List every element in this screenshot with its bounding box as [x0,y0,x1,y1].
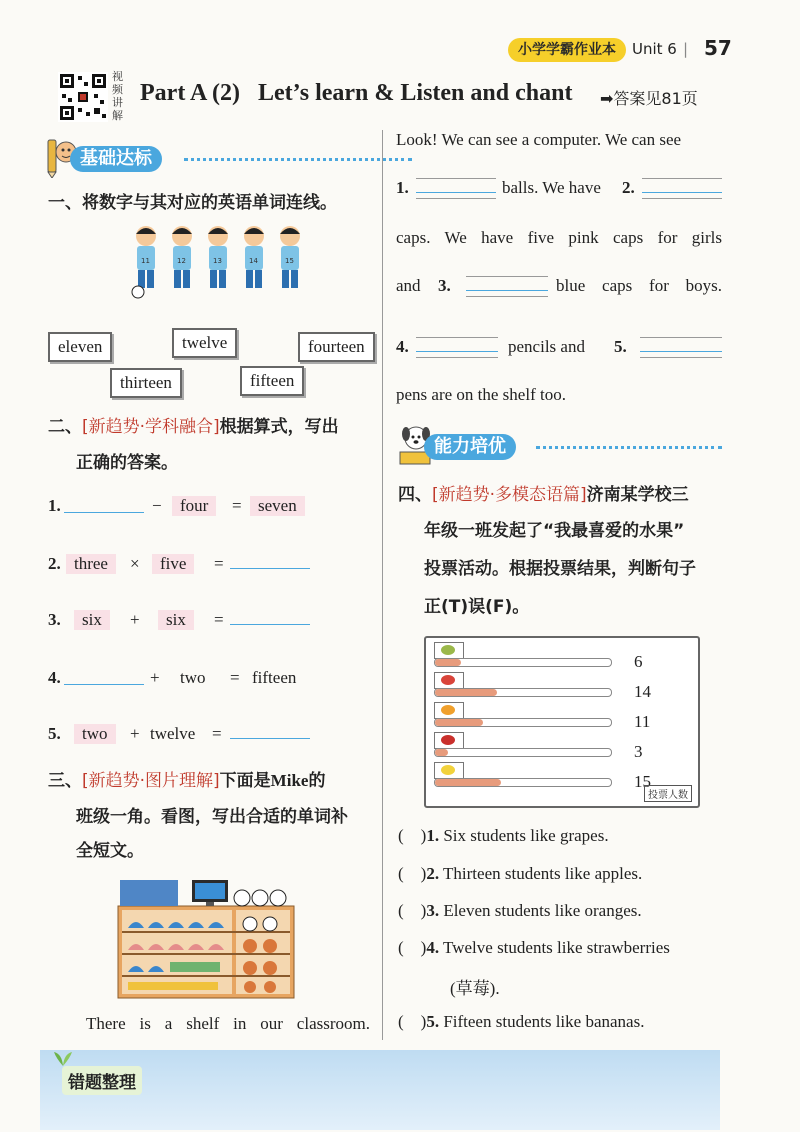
q2-row4-c: fifteen [252,668,297,687]
word-box-fourteen[interactable]: fourteen [298,332,375,362]
q2-row5-b: twelve [150,724,196,743]
unit-label: Unit 6 [632,40,677,58]
q4-prefix: 四、 [398,485,432,505]
q4-heading [398,480,728,510]
fill-blank-1[interactable] [416,192,496,193]
q2-row2-eq: = [214,554,224,573]
word-box-thirteen[interactable]: thirteen [110,368,182,398]
q2-row2-b: five [152,554,194,574]
q2-tag: [新趋势·学科融合] [82,417,220,437]
section-banner-ability [398,430,728,464]
q3-heading-line2: 班级一角。看图，写出合适的单词补 [76,807,348,827]
q3-line4a: and [396,276,421,295]
q2-heading-rest: 根据算式，写出 [219,417,339,437]
q2-row3-b: six [158,610,194,630]
q2-row1-c: seven [250,496,305,516]
soccer-kids-illustration [128,224,308,300]
q4-heading-rest: 济南某学校三 [586,485,689,505]
q3-blank2-num: 2. [622,178,635,197]
q2-row2-num: 2. [48,554,61,573]
q3-line3: caps. We have five pink caps for girls [396,228,722,247]
jersey-15: 15 [285,257,294,265]
q2-row4-eq: = [230,668,240,687]
statement-5[interactable]: ( )5. Fifteen students like bananas. [398,1012,645,1031]
qr-code-icon[interactable] [58,72,108,122]
bar-bananas [435,779,501,786]
q3-tag: [新趋势·图片理解] [82,771,220,791]
section-title-ability: 能力培优 [424,434,516,460]
bananas-icon [434,762,464,779]
q2-heading [48,412,378,442]
q2-row3-num: 3. [48,610,61,629]
q3-line1: Look! We can see a computer. We can see [396,130,682,149]
bar-value-oranges: 11 [634,712,651,731]
q3-line2a: balls. We have [502,178,601,197]
bar-strawberries [435,689,497,696]
word-box-fifteen[interactable]: fifteen [240,366,304,396]
bar-track-oranges [434,718,612,727]
q3-heading [48,766,378,796]
bar-oranges [435,719,483,726]
vote-chart [424,636,700,808]
book-title-badge: 小学学霸作业本 [508,38,626,62]
statement-2[interactable]: ( )2. Thirteen students like apples. [398,864,643,883]
answer-blank[interactable] [64,512,144,513]
q2-row1-op: − [152,496,162,515]
q2-row1-eq: = [232,496,242,515]
section-dotted-line [184,158,412,161]
bar-value-bananas: 15 [634,772,651,791]
q2-row3-op: + [130,610,140,629]
q3-blank1-num: 1. [396,178,409,197]
q3-blank5-num: 5. [614,337,627,356]
q3-heading-line3: 全短文。 [76,841,144,861]
bar-apples [435,749,448,756]
q3-prefix: 三、 [48,771,82,791]
section-dotted-line [536,446,722,449]
answer-blank[interactable] [230,568,310,569]
title-lesson: Let’s learn & Listen and chant [257,80,573,106]
bar-value-apples: 3 [634,742,643,761]
q3-blank4-num: 4. [396,337,409,356]
section-banner-basic [44,142,374,176]
answer-reference: ➡答案见81页 [600,89,698,108]
bar-track-grapes [434,658,612,667]
q2-row3-eq: = [214,610,224,629]
header-divider: | [683,40,689,58]
title-part: Part A (2) [140,80,240,106]
section-title-basic: 基础达标 [70,146,162,172]
q2-row1-b: four [172,496,216,516]
q4-line4: 正(T)误(F)。 [424,597,530,617]
fill-blank-3[interactable] [466,290,548,291]
q1-heading: 一、将数字与其对应的英语单词连线。 [48,193,337,213]
fill-blank-2[interactable] [642,192,722,193]
statement-3[interactable]: ( )3. Eleven students like oranges. [398,901,642,920]
q2-row4-b: two [180,668,206,687]
classroom-shelf-illustration [114,876,300,1000]
q4-line2: 年级一班发起了“我最喜爱的水果” [424,521,685,541]
chart-footer-label: 投票人数 [644,785,692,802]
page-number: 57 [704,36,732,60]
word-box-twelve[interactable]: twelve [172,328,237,358]
footer-label: 错题整理 [62,1066,142,1095]
fill-blank-5[interactable] [640,351,722,352]
q2-row2-a: three [66,554,116,574]
q3-line5a: pencils and [508,337,585,356]
q2-row2-op: × [130,554,140,573]
jersey-14: 14 [249,257,258,265]
q2-heading-line2: 正确的答案。 [76,453,178,473]
q2-row5-a: two [74,724,116,744]
q3-sentence-start: There is a shelf in our classroom. [86,1014,370,1033]
oranges-icon [434,702,464,719]
q2-row4-num: 4. [48,668,61,687]
answer-blank[interactable] [64,684,144,685]
bar-track-strawberries [434,688,612,697]
word-box-eleven[interactable]: eleven [48,332,112,362]
q3-heading-name: Mike [270,771,309,790]
bar-grapes [435,659,461,666]
fill-blank-4[interactable] [416,351,498,352]
q3-heading-a: 下面是 [219,771,271,791]
jersey-12: 12 [177,257,186,265]
page-title [140,80,572,107]
q2-row3-a: six [74,610,110,630]
jersey-13: 13 [213,257,222,265]
q2-prefix: 二、 [48,417,82,437]
q2-row5-eq: = [212,724,222,743]
q3-line6: pens are on the shelf too. [396,385,566,404]
strawberries-icon [434,672,464,689]
q2-row4-op: + [150,668,160,687]
apples-icon [434,732,464,749]
q4-tag: [新趋势·多模态语篇] [432,485,587,505]
statement-4[interactable]: ( )4. Twelve students like strawberries [398,938,670,957]
bar-value-grapes: 6 [634,652,643,671]
answer-blank[interactable] [230,738,310,739]
qr-caption: 视频讲解 [112,70,123,122]
bar-value-strawberries: 14 [634,682,651,701]
answer-blank[interactable] [230,624,310,625]
q4-line3: 投票活动。根据投票结果，判断句子 [424,559,696,579]
column-divider [382,130,383,1040]
jersey-11: 11 [141,257,150,265]
statement-1[interactable]: ( )1. Six students like grapes. [398,826,609,845]
q2-row5-num: 5. [48,724,61,743]
q3-blank3-num: 3. [438,276,451,295]
grapes-icon [434,642,464,659]
statement-4-note: (草莓). [450,979,500,998]
q3-heading-b: 的 [308,771,326,791]
bar-track-bananas [434,778,612,787]
q2-row5-op: + [130,724,140,743]
q3-line4b: blue caps for boys. [556,276,722,295]
bar-track-apples [434,748,612,757]
kid-figure [132,226,300,298]
leaf-icon [52,1050,74,1066]
footer-band [40,1050,720,1130]
q2-row1-num: 1. [48,496,61,515]
